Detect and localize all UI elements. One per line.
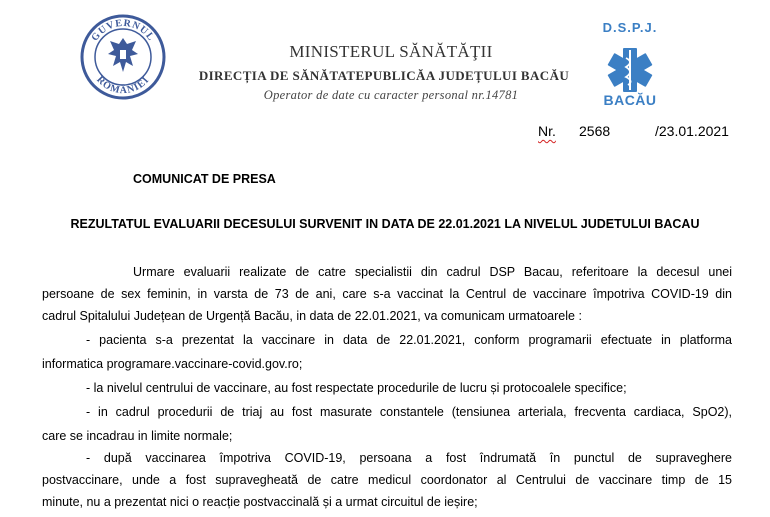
body-line: - la nivelul centrului de vaccinare, au fost respectate procedurile de lucru și protocoalele specifice; (86, 381, 627, 395)
reference-date: /23.01.2021 (655, 123, 729, 139)
press-release-title: COMUNICAT DE PRESA (133, 172, 276, 186)
reference-number: 2568 (579, 123, 611, 139)
directorate-title: DIRECȚIA DE SĂNĂTATEPUBLICĂA JUDEȚULUI BACĂU (198, 68, 570, 83)
dspj-logo-top-text: D.S.P.J. (602, 20, 658, 35)
body-line: - după vaccinarea împotriva COVID-19, persoana a fost îndrumată în punctul de supraveghere (86, 451, 732, 465)
body-line: care se incadrau in limite normale; (42, 429, 233, 443)
reference-nr-label: Nr. (538, 123, 556, 139)
data-operator-note: Operator de date cu caracter personal nr.14781 (263, 88, 519, 102)
body-line: - in cadrul procedurii de triaj au fost masurate constantele (tensiunea arteriala, frecventa cardiaca, SpO2), (86, 405, 732, 419)
government-seal-logo (80, 14, 166, 100)
body-line: Urmare evaluarii realizate de catre specialistii din cadrul DSP Bacau, referitoare la decesul unei (133, 265, 732, 279)
ministry-title: MINISTERUL SĂNĂTĂŢII (289, 42, 493, 61)
body-line: informatica programare.vaccinare-covid.gov.ro; (42, 357, 303, 371)
body-line: cadrul Spitalului Județean de Urgență Bacău, in data de 22.01.2021, va comunicam urmatoarele : (42, 309, 582, 323)
dspj-logo-bottom-text: BACĂU (603, 92, 657, 108)
svg-text:GUVERNUL: GUVERNUL (89, 17, 157, 44)
body-line: postvaccinare, unde a fost supravegheată de catre medicul coordonator al Centrului de vaccinare timp de 15 (42, 473, 732, 487)
body-line: persoane de sex feminin, in varsta de 73 de ani, care s-a vaccinat la Centrul de vaccinare împotriva COVID-19 din (42, 287, 732, 301)
document-headline: REZULTATUL EVALUARII DECESULUI SURVENIT IN DATA DE 22.01.2021 LA NIVELUL JUDETULUI BACAU (70, 217, 700, 231)
body-line: minute, nu a prezentat nici o reacție postvaccinală și a urmat circuitul de ieșire; (42, 495, 478, 509)
svg-text:ROMÂNIEI: ROMÂNIEI (94, 74, 152, 97)
body-line: - pacienta s-a prezentat la vaccinare in data de 22.01.2021, conform programarii efectuate in platforma (86, 333, 732, 347)
